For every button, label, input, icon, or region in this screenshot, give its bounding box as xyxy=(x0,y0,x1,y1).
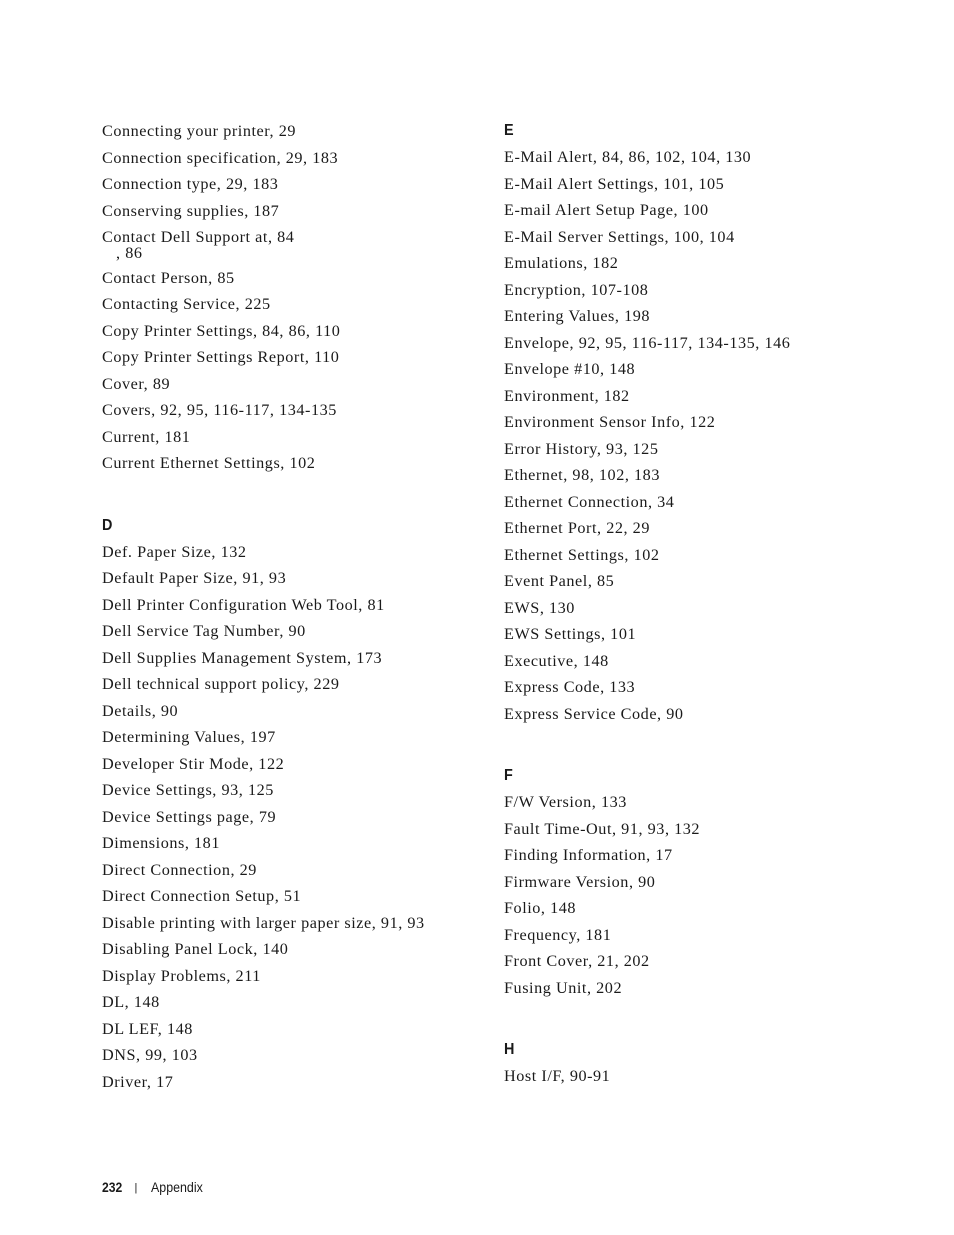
index-entry xyxy=(504,648,904,675)
index-entry xyxy=(102,724,482,751)
section-letter-heading: F xyxy=(504,767,513,784)
index-entry-text: DL LEF, 148 xyxy=(102,1019,193,1038)
index-entry xyxy=(504,144,904,171)
index-entry xyxy=(102,371,482,398)
index-entry xyxy=(504,303,904,330)
index-entry-text: Envelope #10, 148 xyxy=(504,360,636,378)
index-entry-text: Express Code, 133 xyxy=(504,678,636,696)
index-entry xyxy=(102,910,482,937)
index-column-left xyxy=(102,118,482,1095)
index-entry xyxy=(102,1042,482,1069)
index-section xyxy=(504,763,904,1001)
index-entry-text: Executive, 148 xyxy=(504,651,609,670)
index-entry-text: Folio, 148 xyxy=(504,899,577,917)
index-entry-text: Firmware Version, 90 xyxy=(504,872,656,891)
index-entry-text: Covers, 92, 95, 116-117, 134-135 xyxy=(102,401,337,419)
index-entry xyxy=(102,539,482,566)
section-letter-heading: D xyxy=(102,516,113,534)
index-entry-text: Dell technical support policy, 229 xyxy=(102,675,340,693)
index-entry-text: Current, 181 xyxy=(102,427,191,446)
index-entry-text: Front Cover, 21, 202 xyxy=(504,952,650,970)
index-entry xyxy=(102,344,482,371)
index-entry xyxy=(102,1016,482,1043)
index-entry-text: E-mail Alert Setup Page, 100 xyxy=(504,201,709,219)
index-entry-text: Fusing Unit, 202 xyxy=(504,978,623,997)
index-entry-text: Ethernet Port, 22, 29 xyxy=(504,519,650,537)
index-entry xyxy=(102,198,482,225)
index-entry xyxy=(102,118,482,145)
index-entry xyxy=(102,830,482,857)
index-entry xyxy=(102,698,482,725)
index-entry-text: Device Settings, 93, 125 xyxy=(102,781,274,799)
index-entry-text: Contact Person, 85 xyxy=(102,268,235,287)
index-entry xyxy=(504,922,904,949)
index-entry-text: Contacting Service, 225 xyxy=(102,295,271,313)
index-section xyxy=(504,118,904,727)
page-footer xyxy=(102,1180,208,1195)
footer-section-label: Appendix xyxy=(151,1180,204,1195)
section-letter-heading: H xyxy=(504,1041,515,1058)
index-entry-text: Dell Service Tag Number, 90 xyxy=(102,622,306,640)
index-section xyxy=(102,513,482,1096)
index-entry-text: Conserving supplies, 187 xyxy=(102,201,280,220)
index-entry xyxy=(102,777,482,804)
index-entry-text: Connection type, 29, 183 xyxy=(102,175,279,193)
index-section xyxy=(102,118,482,477)
index-entry xyxy=(102,265,482,292)
index-entry xyxy=(504,674,904,701)
index-entry-text: Dell Supplies Management System, 173 xyxy=(102,648,383,667)
index-entry xyxy=(102,671,482,698)
index-entry-text: Host I/F, 90-91 xyxy=(504,1067,611,1085)
index-entry xyxy=(504,277,904,304)
index-entry xyxy=(504,436,904,463)
index-entry xyxy=(102,883,482,910)
index-entry-text: Emulations, 182 xyxy=(504,254,619,272)
index-entry-text: DNS, 99, 103 xyxy=(102,1046,198,1064)
index-entry-text: Display Problems, 211 xyxy=(102,966,261,985)
index-entry-text: EWS Settings, 101 xyxy=(504,625,637,643)
index-entry xyxy=(504,224,904,251)
index-entry xyxy=(102,751,482,778)
index-entry xyxy=(504,975,904,1002)
index-entry xyxy=(504,383,904,410)
index-entry-text: Event Panel, 85 xyxy=(504,572,615,590)
index-entry xyxy=(504,816,904,843)
index-entry xyxy=(102,145,482,172)
index-entry-text: Ethernet Connection, 34 xyxy=(504,492,675,511)
index-entry-text: Encryption, 107-108 xyxy=(504,280,649,299)
index-entry-text: Dimensions, 181 xyxy=(102,834,220,852)
index-entry-text: Copy Printer Settings, 84, 86, 110 xyxy=(102,321,341,340)
index-entry-text: F/W Version, 133 xyxy=(504,793,627,811)
index-entry-continuation: , 86 xyxy=(116,243,143,262)
index-entry xyxy=(102,291,482,318)
index-entry-text: Express Service Code, 90 xyxy=(504,704,684,723)
index-entry xyxy=(504,462,904,489)
index-entry-text: Default Paper Size, 91, 93 xyxy=(102,569,287,587)
index-entry-text: Direct Connection Setup, 51 xyxy=(102,887,302,905)
index-entry-text: E-Mail Server Settings, 100, 104 xyxy=(504,227,735,246)
index-entry-text: Finding Information, 17 xyxy=(504,846,673,864)
index-entry xyxy=(102,224,482,261)
index-entry-text: Developer Stir Mode, 122 xyxy=(102,754,285,773)
index-entry xyxy=(102,1069,482,1096)
index-entry xyxy=(504,330,904,357)
index-entry xyxy=(504,197,904,224)
index-entry xyxy=(102,318,482,345)
index-entry-text: Frequency, 181 xyxy=(504,925,612,944)
index-column-right xyxy=(504,118,904,1090)
index-entry xyxy=(504,948,904,975)
index-entry xyxy=(102,424,482,451)
index-entry-text: Ethernet, 98, 102, 183 xyxy=(504,466,660,484)
index-entry-text: E-Mail Alert Settings, 101, 105 xyxy=(504,174,725,193)
index-entry xyxy=(102,171,482,198)
index-entry-text: Disable printing with larger paper size, 91, 93 xyxy=(102,913,425,932)
index-entry xyxy=(102,645,482,672)
index-entry xyxy=(102,857,482,884)
index-entry-text: Dell Printer Configuration Web Tool, 81 xyxy=(102,595,385,614)
index-entry xyxy=(102,989,482,1016)
index-entry xyxy=(504,542,904,569)
index-entry xyxy=(102,397,482,424)
index-entry xyxy=(504,356,904,383)
index-entry xyxy=(504,701,904,728)
index-entry-text: Envelope, 92, 95, 116-117, 134-135, 146 xyxy=(504,333,791,352)
section-letter-heading: E xyxy=(504,122,514,139)
index-entry-text: DL, 148 xyxy=(102,993,160,1011)
index-entry-text: Disabling Panel Lock, 140 xyxy=(102,940,289,958)
index-entry-text: Environment Sensor Info, 122 xyxy=(504,413,716,431)
footer-separator: | xyxy=(134,1181,138,1194)
index-entry-text: Contact Dell Support at, 84 xyxy=(102,228,295,246)
index-entry-text: Error History, 93, 125 xyxy=(504,439,659,458)
index-entry xyxy=(102,963,482,990)
index-entry xyxy=(504,595,904,622)
index-entry-text: Ethernet Settings, 102 xyxy=(504,545,660,564)
index-entry-text: E-Mail Alert, 84, 86, 102, 104, 130 xyxy=(504,148,752,166)
index-entry-text: Current Ethernet Settings, 102 xyxy=(102,454,316,472)
index-entry-text: Def. Paper Size, 132 xyxy=(102,542,247,561)
index-entry-text: Environment, 182 xyxy=(504,386,630,405)
index-entry xyxy=(504,515,904,542)
index-entry xyxy=(504,621,904,648)
index-entry xyxy=(102,618,482,645)
index-entry xyxy=(504,842,904,869)
index-entry xyxy=(504,789,904,816)
index-entry xyxy=(102,592,482,619)
index-entry xyxy=(102,936,482,963)
index-entry-text: Connecting your printer, 29 xyxy=(102,122,297,140)
index-entry-text: Copy Printer Settings Report, 110 xyxy=(102,348,340,366)
index-entry-text: Determining Values, 197 xyxy=(102,728,276,746)
index-entry xyxy=(504,895,904,922)
index-entry-text: Details, 90 xyxy=(102,701,179,720)
index-entry xyxy=(504,489,904,516)
index-entry-text: Connection specification, 29, 183 xyxy=(102,148,339,167)
index-entry xyxy=(102,804,482,831)
index-entry-text: EWS, 130 xyxy=(504,598,575,617)
index-entry xyxy=(504,869,904,896)
index-entry xyxy=(504,1063,904,1090)
page-number: 232 xyxy=(102,1180,123,1195)
index-entry xyxy=(504,250,904,277)
index-entry-text: Direct Connection, 29 xyxy=(102,860,257,879)
index-entry xyxy=(504,171,904,198)
index-entry-text: Driver, 17 xyxy=(102,1072,174,1091)
index-section xyxy=(504,1037,904,1090)
index-entry-text: Entering Values, 198 xyxy=(504,307,651,325)
index-entry xyxy=(504,409,904,436)
index-entry xyxy=(102,450,482,477)
index-entry-text: Device Settings page, 79 xyxy=(102,807,277,826)
index-entry xyxy=(102,565,482,592)
index-entry-text: Fault Time-Out, 91, 93, 132 xyxy=(504,819,701,838)
index-entry xyxy=(504,568,904,595)
index-entry-text: Cover, 89 xyxy=(102,374,171,393)
